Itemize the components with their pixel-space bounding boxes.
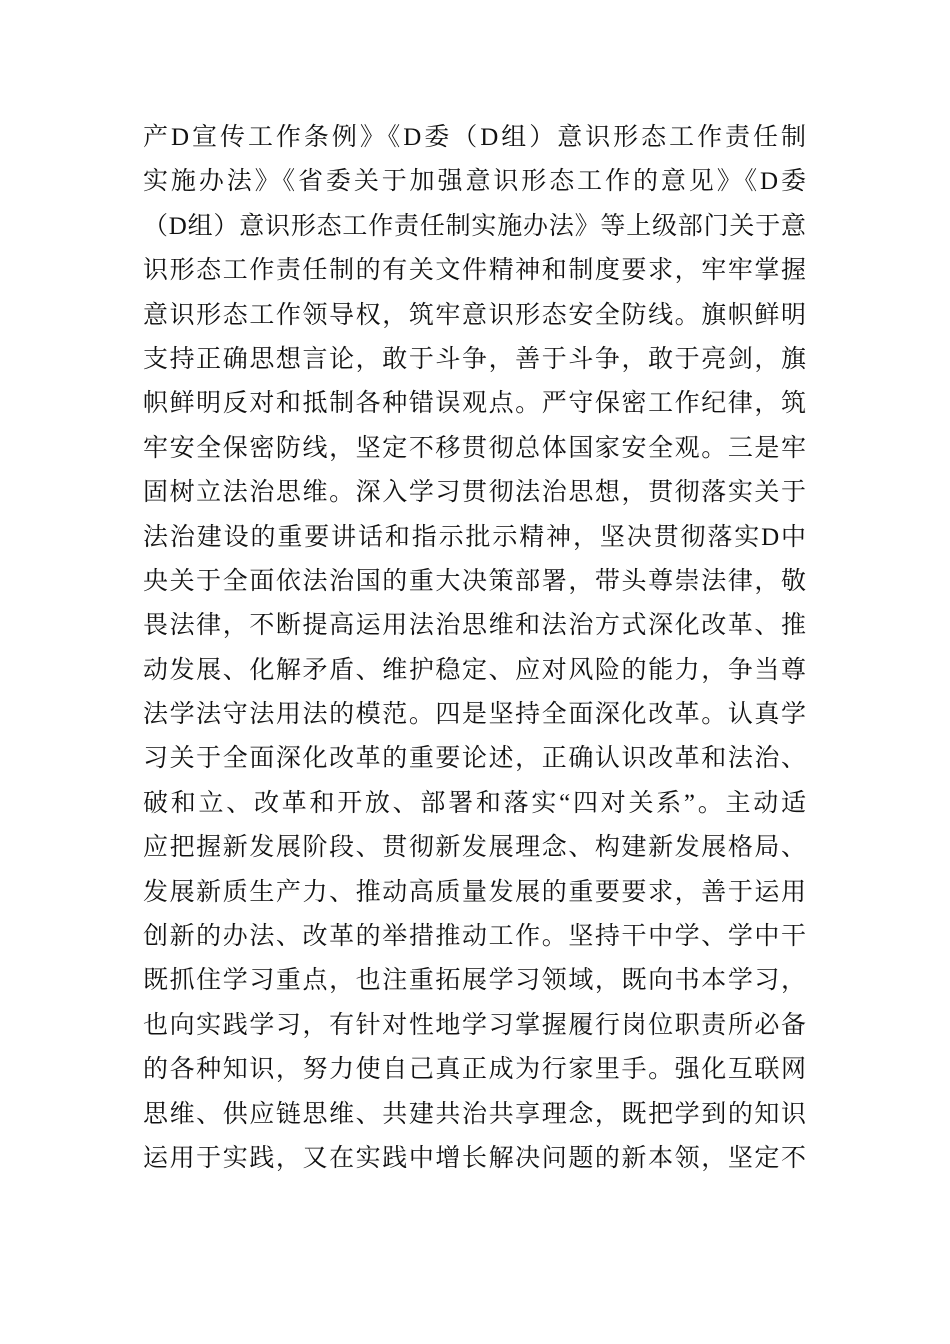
text-line: 产D宣传工作条例》《D委（D组）意识形态工作责任制	[143, 124, 806, 151]
text-line: 的各种知识，努力使自己真正成为行家里手。强化互联网	[143, 1056, 806, 1084]
text-line: 动发展、化解矛盾、维护稳定、应对风险的能力，争当尊	[143, 656, 806, 684]
text-line: 破和立、改革和开放、部署和落实“四对关系”。主动适	[143, 789, 806, 817]
document-body	[143, 116, 806, 1181]
text-line: 畏法律，不断提高运用法治思维和法治方式深化改革、推	[143, 612, 806, 640]
text-line: 牢安全保密防线，坚定不移贯彻总体国家安全观。三是牢	[143, 434, 806, 462]
text-line: 既抓住学习重点，也注重拓展学习领域，既向书本学习，	[143, 967, 806, 995]
text-line: 帜鲜明反对和抵制各种错误观点。严守保密工作纪律，筑	[143, 390, 806, 418]
text-line: 法治建设的重要讲话和指示批示精神，坚决贯彻落实D中	[143, 523, 806, 551]
text-line: 意识形态工作领导权，筑牢意识形态安全防线。旗帜鲜明	[143, 301, 806, 329]
text-line: 支持正确思想言论，敢于斗争，善于斗争，敢于亮剑，旗	[143, 345, 806, 373]
text-line: 应把握新发展阶段、贯彻新发展理念、构建新发展格局、	[143, 834, 806, 862]
text-line: 实施办法》《省委关于加强意识形态工作的意见》《D委	[143, 168, 806, 196]
text-line: 习关于全面深化改革的重要论述，正确认识改革和法治、	[143, 745, 806, 773]
text-line: 运用于实践，又在实践中增长解决问题的新本领，坚定不	[143, 1144, 806, 1172]
text-line: 固树立法治思维。深入学习贯彻法治思想，贯彻落实关于	[143, 479, 806, 507]
text-line: （D组）意识形态工作责任制实施办法》等上级部门关于意	[143, 212, 806, 240]
text-line: 发展新质生产力、推动高质量发展的重要要求，善于运用	[143, 878, 806, 906]
text-line: 央关于全面依法治国的重大决策部署，带头尊崇法律，敬	[143, 567, 806, 595]
text-line: 法学法守法用法的模范。四是坚持全面深化改革。认真学	[143, 701, 806, 729]
text-line: 识形态工作责任制的有关文件精神和制度要求，牢牢掌握	[143, 257, 806, 285]
text-line: 也向实践学习，有针对性地学习掌握履行岗位职责所必备	[143, 1011, 806, 1039]
text-line: 创新的办法、改革的举措推动工作。坚持干中学、学中干	[143, 923, 806, 951]
text-line: 思维、供应链思维、共建共治共享理念，既把学到的知识	[143, 1100, 806, 1128]
